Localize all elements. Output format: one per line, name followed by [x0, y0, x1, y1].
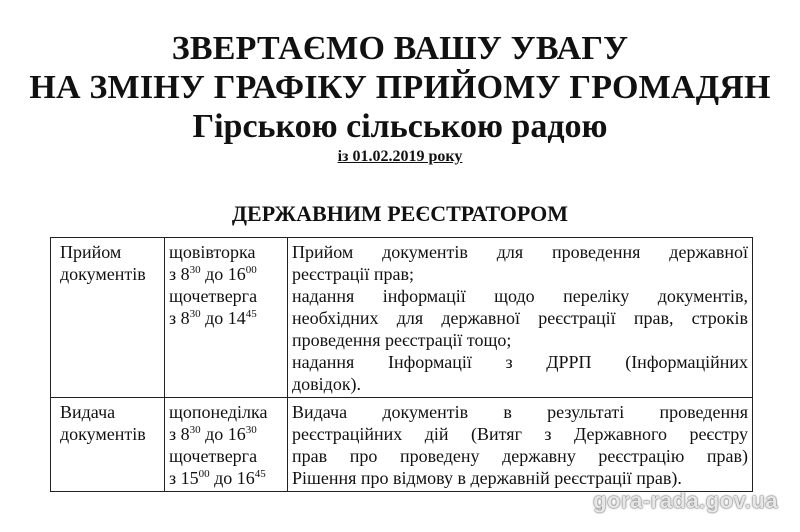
table-row — [51, 398, 753, 492]
heading-line-3: Гірською сільською радою — [192, 108, 608, 145]
description-line: проведення реєстрації тощо; — [292, 330, 512, 350]
description-line: необхідних для державної реєстрації прав, строків — [292, 308, 748, 328]
schedule-day: щочетверга — [169, 446, 258, 466]
service-type-cell — [51, 238, 165, 398]
site-watermark: gora-rada.gov.ua — [593, 488, 778, 513]
schedule-time: з $8^{30}$ до $16^{00}$ — [169, 264, 257, 284]
schedule-time: з $8^{30}$ до $16^{30}$ — [169, 424, 257, 444]
description-cell — [288, 238, 753, 398]
service-type-line: Видача — [60, 402, 116, 422]
section-title: ДЕРЖАВНИМ РЕЄСТРАТОРОМ — [231, 201, 569, 226]
description-line: Видача документів в результаті проведення — [292, 402, 748, 422]
service-type-line: документів — [60, 424, 146, 444]
description-line: довідок). — [292, 374, 362, 394]
schedule-time: з $15^{00}$ до $16^{45}$ — [169, 468, 266, 488]
schedule-time: з $8^{30}$ до $14^{45}$ — [169, 308, 257, 328]
description-cell — [288, 398, 753, 492]
service-type-line: документів — [60, 264, 146, 284]
description-line: реєстрації прав; — [292, 264, 415, 284]
description-line: Прийом документів для проведення державної — [292, 242, 748, 262]
description-line: надання інформації щодо переліку документів, — [292, 286, 748, 306]
description-line: Рішення про відмову в державній реєстрації прав). — [292, 468, 682, 488]
table-row — [51, 238, 753, 398]
description-line: надання Інформації з ДРРП (Інформаційних — [292, 352, 748, 372]
service-type-cell — [51, 398, 165, 492]
effective-date: із 01.02.2019 року — [337, 148, 463, 165]
description-line: реєстраційних дій (Витяг з Державного реєстру — [292, 424, 748, 444]
schedule-day: щочетверга — [169, 286, 258, 306]
schedule-cell — [165, 398, 288, 492]
schedule-day: щопонеділка — [169, 402, 268, 422]
schedule-table — [50, 237, 753, 492]
heading-line-2: НА ЗМІНУ ГРАФІКУ ПРИЙОМУ ГРОМАДЯН — [29, 69, 771, 106]
schedule-cell — [165, 238, 288, 398]
schedule-day: щовівторка — [169, 242, 256, 262]
service-type-line: Прийом — [60, 242, 122, 262]
heading-line-1: ЗВЕРТАЄМО ВАШУ УВАГУ — [171, 30, 629, 67]
description-line: прав про проведену державну реєстрацію прав) — [292, 446, 748, 466]
